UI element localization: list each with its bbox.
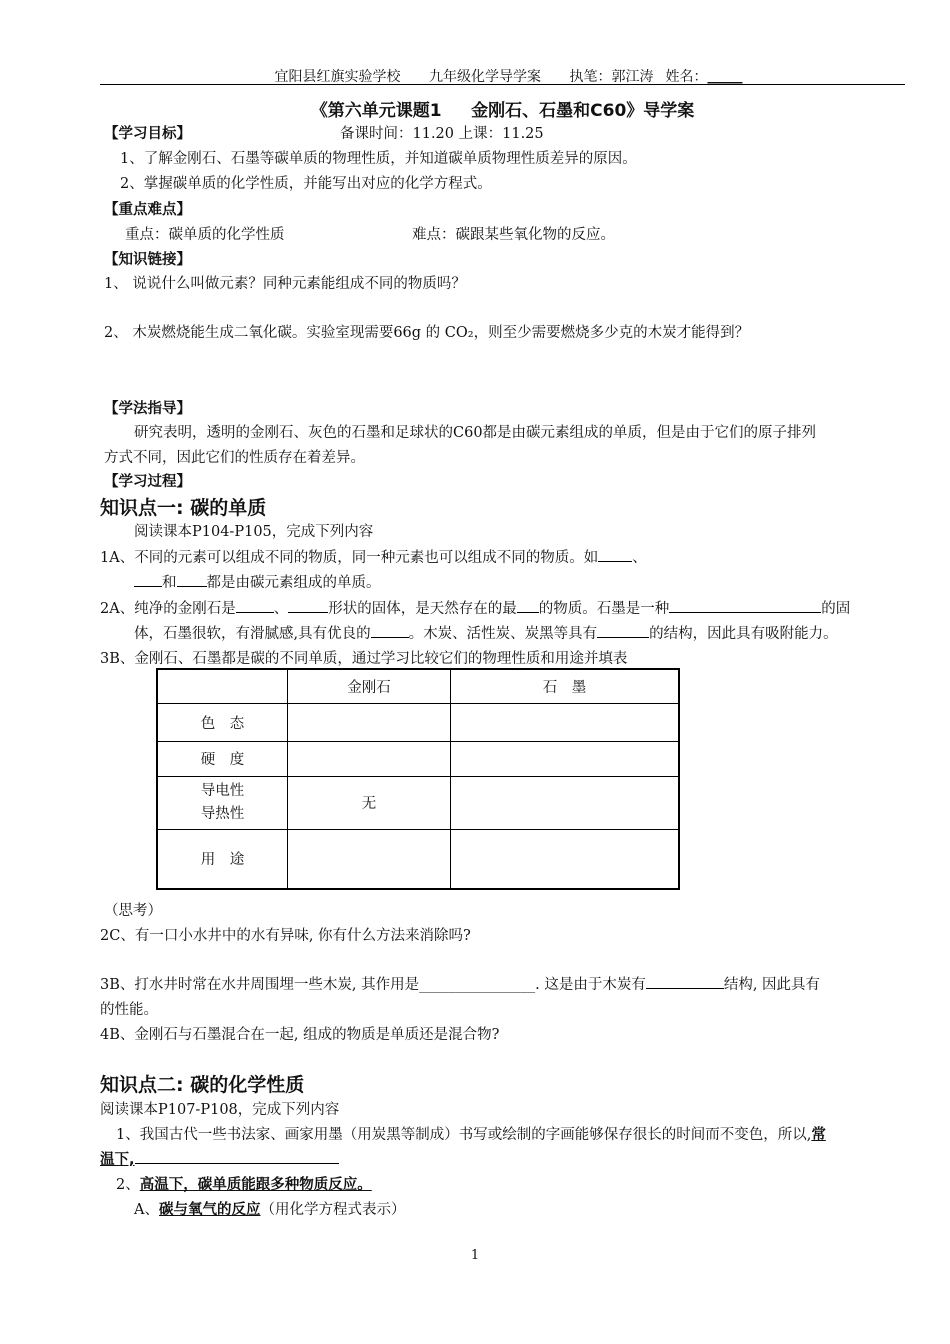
- link-question-1: 1、 说说什么叫做元素？同种元素能组成不同的物质吗？: [104, 276, 466, 292]
- kp1-intro: 阅读课本P104-P105，完成下列内容: [134, 524, 374, 540]
- table-header-empty: [157, 669, 288, 703]
- author-name: 执笔：郭江涛: [569, 69, 654, 85]
- think-question-3b-line-1: 3B、打水井时常在水井周围埋一些木炭, 其作用是________________. 这是由于木炭有 结构, 因此具有: [100, 973, 820, 994]
- think-question-3b-line-2: 的性能。: [100, 1002, 158, 1018]
- row-label-conductivity: 导电性 导热性: [157, 776, 288, 829]
- row-label-uses: 用 途: [157, 829, 288, 889]
- q3b-blank-1[interactable]: ________________: [419, 977, 536, 993]
- q1a-line-2: 和 都是由碳元素组成的单质。: [134, 571, 381, 592]
- school-name: 宜阳县红旗实验学校: [274, 69, 401, 85]
- cell-diamond-uses[interactable]: [288, 829, 451, 889]
- difficulty-point: 难点：碳跟某些氧化物的反应。: [412, 227, 615, 243]
- goals-heading: 【学习目标】: [104, 126, 191, 142]
- cell-graphite-uses[interactable]: [451, 829, 680, 889]
- table-header-graphite: 石 墨: [451, 669, 680, 703]
- q2a-blank-3[interactable]: [517, 598, 539, 613]
- header-rule: [100, 84, 905, 85]
- think-question-4b: 4B、金刚石与石墨混合在一起, 组成的物质是单质还是混合物?: [100, 1027, 500, 1043]
- table-row: [157, 703, 679, 741]
- cell-diamond-conductivity[interactable]: 无: [288, 776, 451, 829]
- key-point: 重点：碳单质的化学性质: [125, 227, 285, 243]
- course-name: 九年级化学导学案: [429, 69, 541, 85]
- kp2-intro: 阅读课本P107-P108，完成下列内容: [100, 1102, 340, 1118]
- carbon-comparison-table: [156, 668, 680, 890]
- cell-graphite-conductivity[interactable]: [451, 776, 680, 829]
- q2a-blank-5[interactable]: [371, 623, 409, 638]
- cell-diamond-hardness[interactable]: [288, 741, 451, 776]
- q1a-blank-3[interactable]: [177, 572, 207, 587]
- q2a-blank-6[interactable]: [597, 623, 649, 638]
- kp2-item-a: A、碳与氧气的反应（用化学方程式表示）: [134, 1202, 406, 1218]
- links-heading: 【知识链接】: [104, 252, 191, 268]
- kp2-item-1-line-1: 1、我国古代一些书法家、画家用墨（用炭黑等制成）书写或绘制的字画能够保存很长的时间而不变色，所以,常: [116, 1127, 826, 1143]
- table-row: [157, 741, 679, 776]
- name-blank: _____: [707, 69, 743, 85]
- q1a-line-1: 1A、不同的元素可以组成不同的物质，同一种元素也可以组成不同的物质。如 、: [100, 546, 647, 567]
- method-line-1: 研究表明，透明的金刚石、灰色的石墨和足球状的C60都是由碳元素组成的单质，但是由于它们的原子排列: [134, 425, 817, 441]
- row-label-color: 色 态: [157, 703, 288, 741]
- lesson-times: 备课时间：11.20 上课：11.25: [340, 126, 544, 142]
- link-question-2: 2、 木炭燃烧能生成二氧化碳。实验室现需要66g 的 CO₂，则至少需要燃烧多少克的木炭才能得到？: [104, 325, 750, 341]
- kp2-item-1-blank[interactable]: [135, 1149, 339, 1164]
- q3b-blank-2[interactable]: [646, 974, 724, 989]
- kp1-title: 知识点一: 碳的单质: [100, 497, 267, 519]
- kp2-item-1-line-2: 温下,: [100, 1148, 339, 1169]
- table-header-diamond: 金刚石: [288, 669, 451, 703]
- document-title: 《第六单元课题1 金刚石、石墨和C60》导学案: [310, 101, 695, 121]
- method-line-2: 方式不同，因此它们的性质存在着差异。: [104, 450, 365, 466]
- table-row: [157, 776, 679, 829]
- process-heading: 【学习过程】: [104, 474, 191, 490]
- kp2-item-2: 2、高温下，碳单质能跟多种物质反应。: [116, 1177, 372, 1193]
- think-heading: （思考）: [104, 903, 162, 919]
- key-heading: 【重点难点】: [104, 202, 191, 218]
- cell-diamond-color[interactable]: [288, 703, 451, 741]
- kp2-title: 知识点二: 碳的化学性质: [100, 1074, 305, 1096]
- q2a-line-1: 2A、纯净的金刚石是 、 形状的固体，是天然存在的最 的物质。石墨是一种 的固: [100, 597, 850, 618]
- table-header-row: [157, 669, 679, 703]
- row-label-hardness: 硬 度: [157, 741, 288, 776]
- table-row: [157, 829, 679, 889]
- goal-item-1: 1、了解金刚石、石墨等碳单质的物理性质，并知道碳单质物理性质差异的原因。: [120, 151, 637, 167]
- cell-graphite-hardness[interactable]: [451, 741, 680, 776]
- name-label: 姓名：: [665, 69, 708, 85]
- method-heading: 【学法指导】: [104, 401, 191, 417]
- goal-item-2: 2、掌握碳单质的化学性质，并能写出对应的化学方程式。: [120, 176, 492, 192]
- page-header: [100, 66, 905, 86]
- q2a-blank-4[interactable]: [669, 598, 821, 613]
- q2a-blank-1[interactable]: [236, 598, 274, 613]
- page-number: 1: [470, 1248, 480, 1263]
- q1a-blank-2[interactable]: [134, 572, 162, 587]
- think-question-2c: 2C、有一口小水井中的水有异味, 你有什么方法来消除吗?: [100, 928, 471, 944]
- q1a-blank-1[interactable]: [598, 547, 632, 562]
- q3b-instruction: 3B、金刚石、石墨都是碳的不同单质，通过学习比较它们的物理性质和用途并填表: [100, 651, 628, 667]
- cell-graphite-color[interactable]: [451, 703, 680, 741]
- q2a-blank-2[interactable]: [288, 598, 328, 613]
- q2a-line-2: 体，石墨很软，有滑腻感,具有优良的 。木炭、活性炭、炭黑等具有 的结构，因此具有吸附能力。: [134, 622, 838, 643]
